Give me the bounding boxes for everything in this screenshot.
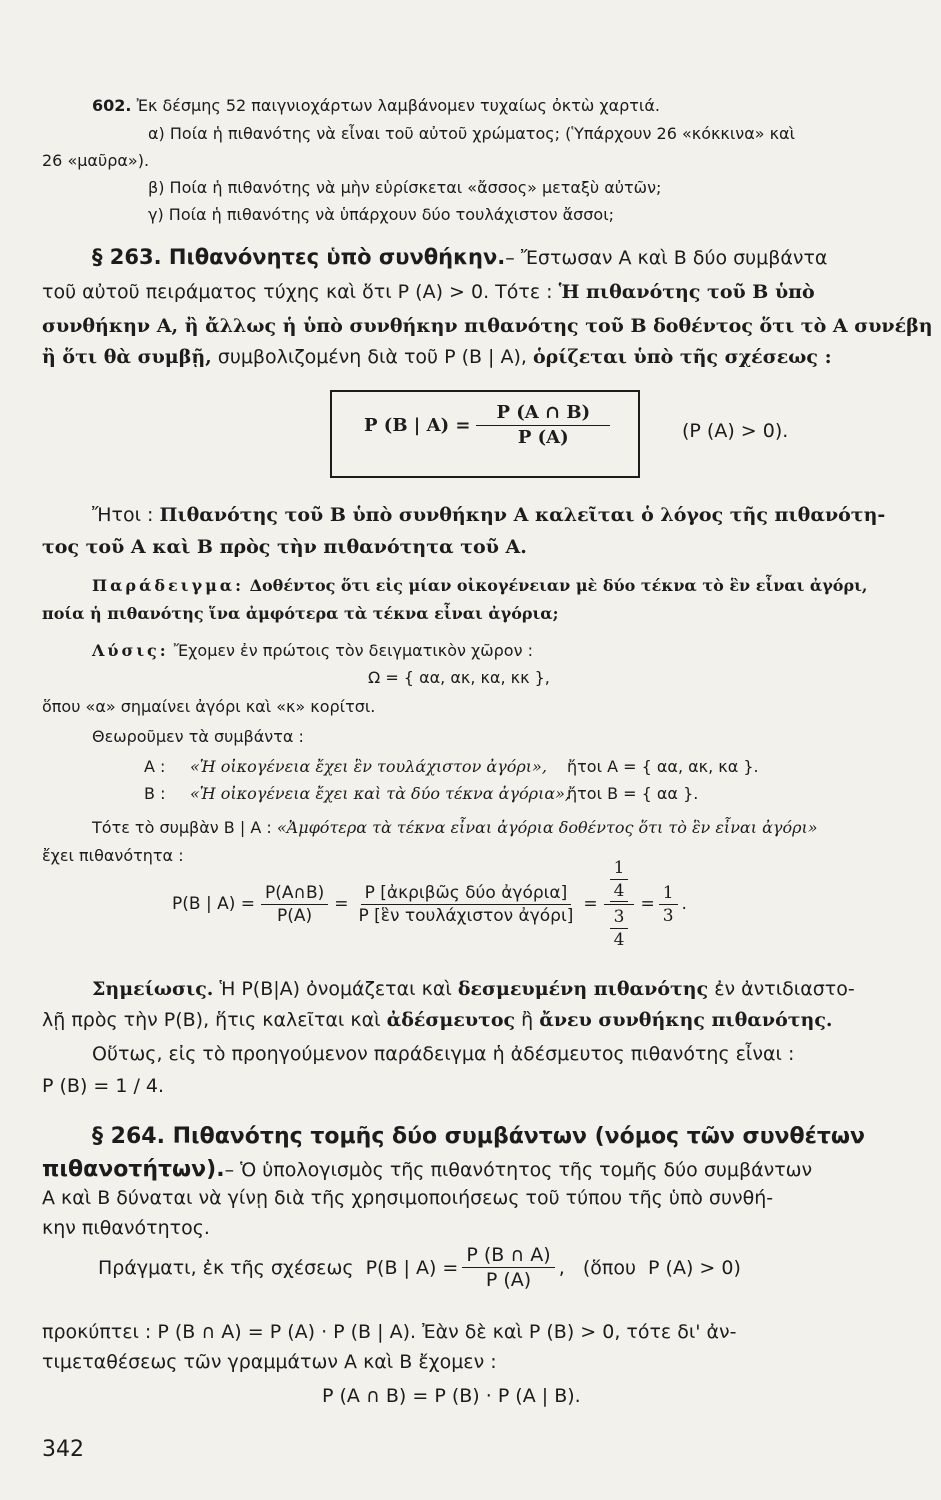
definition-text-plain: Ἤτοι : (92, 504, 154, 526)
section-263-line4 (42, 346, 832, 368)
section-264-final-formula: P (A ∩ B) = P (B) · P (A | B). (322, 1385, 581, 1407)
section-264-result2: τιμεταθέσεως τῶν γραμμάτων Α καὶ Β ἔχομεν : (42, 1351, 497, 1373)
consider-events: Θεωροῦμεν τὰ συμβάντα : (92, 727, 304, 746)
definition-box (330, 390, 640, 478)
formula-lhs: P(B | A) = (172, 894, 255, 914)
problem-number: 602. (92, 96, 132, 115)
conditional-event-line (92, 818, 818, 837)
definition-text-line2: τος τοῦ Α καὶ Β πρὸς τὴν πιθανότητα τοῦ Α. (42, 536, 527, 558)
problem-602-b: β) Ποία ἡ πιθανότης νὰ μὴν εὑρίσκεται «ἄσσος» μεταξὺ αὐτῶν; (148, 178, 662, 197)
section-264-line2 (42, 1157, 812, 1182)
example-line1 (92, 576, 867, 595)
definition-condition: (P (A) > 0). (682, 420, 789, 442)
fraction-2-numerator: P [ἀκριβῶς δύο ἀγόρια] (361, 883, 572, 905)
note-text2: λῇ πρὸς τὴν P(B), ἥτις καλεῖται καὶ (42, 1009, 381, 1031)
event-b-label: Β : (144, 784, 166, 803)
relation-condition: , (ὅπου P (A) > 0) (558, 1256, 741, 1279)
conditional-event-description: «Ἀμφότερα τὰ τέκνα εἶναι ἀγόρια δοθέντος ὅτι τὸ ἓν εἶναι ἀγόρι» (276, 818, 818, 837)
fraction-1-denominator: P(A) (277, 905, 313, 926)
definition-denominator: P (A) (517, 427, 569, 448)
solution-text: Ἔχομεν ἐν πρώτοις τὸν δειγματικὸν χῶρον : (173, 641, 534, 660)
fraction-4-denominator: 3 (662, 905, 674, 926)
formula-fraction-3 (604, 858, 635, 950)
section-263-line1 (92, 245, 827, 269)
example-label: Παράδειγμα: (92, 576, 245, 595)
inner-bottom-denominator: 4 (613, 930, 625, 950)
event-b-description: «Ἡ οἰκογένεια ἔχει καὶ τὰ δύο τέκνα ἀγόρια», (190, 784, 571, 803)
section-264-line3: Α καὶ Β δύναται νὰ γίνῃ διὰ τῆς χρησιμοποιήσεως τοῦ τύπου τῆς ὑπὸ συνθή- (42, 1187, 774, 1209)
formula-fraction-1 (261, 883, 328, 926)
solution-label: Λύσις: (92, 641, 169, 660)
equals-sign: = (334, 894, 349, 914)
section-263-plain: συμβολιζομένη διὰ τοῦ P (B | A), (217, 346, 527, 368)
conditional-event-text: Τότε τὸ συμβὰν B | A : (92, 818, 272, 837)
fraction-3-inner-top (610, 858, 629, 902)
section-263-line2 (42, 281, 815, 303)
solution-line (92, 641, 533, 660)
fraction-3-denominator (606, 905, 633, 950)
equals-sign: = (583, 894, 598, 914)
event-a-set: ἤτοι Α = { αα, ακ, κα }. (567, 757, 759, 776)
note-line3: Οὕτως, εἰς τὸ προηγούμενον παράδειγμα ἡ ἀδέσμευτος πιθανότης εἶναι : (92, 1043, 795, 1065)
note-text1: Ἡ P(B|A) ὀνομάζεται καὶ (219, 978, 452, 1000)
formula-end: . (681, 894, 687, 914)
fraction-1-numerator: P(A∩B) (261, 883, 328, 905)
example-text1: Δοθέντος ὅτι εἰς μίαν οἰκογένειαν μὲ δύο τέκνα τὸ ἓν εἶναι ἀγόρι, (249, 576, 868, 595)
note-line1 (92, 978, 855, 1000)
note-text1b: ἐν ἀντιδιαστο- (714, 978, 855, 1000)
note-bold1: δεσμευμένη πιθανότης (457, 978, 709, 1000)
note-bold3: ἄνευ συνθήκης πιθανότης. (539, 1009, 833, 1031)
definition-lhs: P (B | A) = (364, 414, 471, 436)
equals-sign: = (640, 894, 655, 914)
inner-top-denominator: 4 (610, 880, 629, 902)
note-label: Σημείωσις. (92, 978, 214, 1000)
section-263-heading: § 263. Πιθανόνητες ὑπὸ συνθήκην. (92, 245, 506, 269)
has-probability: ἔχει πιθανότητα : (42, 846, 184, 865)
event-a-label: Α : (144, 757, 166, 776)
relation-fraction (462, 1244, 554, 1291)
problem-intro-text: Ἐκ δέσμης 52 παιγνιοχάρτων λαμβάνομεν τυχαίως ὀκτὼ χαρτιά. (136, 96, 660, 115)
section-264-intro: – Ὁ ὑπολογισμὸς τῆς πιθανότητος τῆς τομῆς δύο συμβάντων (224, 1159, 813, 1181)
example-line2: ποία ἡ πιθανότης ἵνα ἀμφότερα τὰ τέκνα εἶναι ἀγόρια; (42, 604, 559, 623)
formula-fraction-2 (355, 883, 578, 926)
fraction-4-numerator: 1 (659, 883, 678, 905)
relation-numerator: P (B ∩ A) (462, 1244, 554, 1268)
notation-explanation: ὅπου «α» σημαίνει ἀγόρι καὶ «κ» κορίτσι. (42, 697, 376, 716)
page-number: 342 (42, 1437, 84, 1462)
definition-text-line1 (92, 504, 885, 526)
definition-numerator: P (A ∩ B) (476, 402, 610, 426)
section-264-relation (98, 1244, 741, 1291)
section-263-bold-b: ὁρίζεται ὑπὸ τῆς σχέσεως : (533, 346, 832, 368)
event-b-set: ἤτοι Β = { αα }. (567, 784, 699, 803)
inner-top-numerator: 1 (610, 858, 629, 880)
section-263-intro: – Ἔστωσαν Α καὶ Β δύο συμβάντα (505, 247, 828, 269)
section-263-line3: συνθήκην Α, ἢ ἄλλως ἡ ὑπὸ συνθήκην πιθανότης τοῦ Β δοθέντος ὅτι τὸ Α συνέβη (42, 315, 933, 337)
definition-fraction (476, 402, 610, 448)
section-264-heading-line2: πιθανοτήτων). (42, 1157, 225, 1182)
example-formula (172, 858, 687, 950)
definition-text-bold: Πιθανότης τοῦ Β ὑπὸ συνθήκην Α καλεῖται ὁ λόγος τῆς πιθανότη- (159, 504, 886, 526)
note-line4: P (B) = 1 / 4. (42, 1075, 165, 1097)
section-264-result1: προκύπτει : P (B ∩ A) = P (A) · P (B | A). Ἐὰν δὲ καὶ P (B) > 0, τότε δι' ἀν- (42, 1321, 737, 1343)
fraction-3-inner-bottom (610, 907, 629, 950)
relation-denominator: P (A) (485, 1269, 532, 1291)
note-line2 (42, 1009, 833, 1031)
section-263-bold-text: Ἡ πιθανότης τοῦ Β ὑπὸ (558, 281, 815, 303)
problem-602-a-cont: 26 «μαῦρα»). (42, 151, 150, 170)
formula-fraction-4 (659, 883, 678, 926)
inner-bottom-numerator: 3 (610, 907, 629, 929)
sample-space: Ω = { αα, ακ, κα, κκ }, (368, 668, 550, 687)
event-a-description: «Ἡ οἰκογένεια ἔχει ἓν τουλάχιστον ἀγόρι», (190, 757, 547, 776)
fraction-3-numerator (604, 858, 635, 905)
section-264-heading-line1: § 264. Πιθανότης τομῆς δύο συμβάντων (νόμος τῶν συνθέτων (92, 1124, 866, 1149)
note-text2b: ἢ (521, 1009, 534, 1031)
problem-602-c: γ) Ποία ἡ πιθανότης νὰ ὑπάρχουν δύο τουλάχιστον ἄσσοι; (148, 205, 615, 224)
problem-602-a: α) Ποία ἡ πιθανότης νὰ εἶναι τοῦ αὐτοῦ χρώματος; (Ὑπάρχουν 26 «κόκκινα» καὶ (148, 124, 795, 143)
section-263-text: τοῦ αὐτοῦ πειράματος τύχης καὶ ὅτι P (A) > 0. Τότε : (42, 281, 553, 303)
note-bold2: ἀδέσμευτος (386, 1009, 516, 1031)
section-263-bold-a: ἢ ὅτι θὰ συμβῇ, (42, 346, 212, 368)
relation-text: Πράγματι, ἐκ τῆς σχέσεως P(B | A) = (98, 1256, 459, 1279)
section-264-line4: κην πιθανότητος. (42, 1217, 210, 1239)
fraction-2-denominator: P [ἓν τουλάχιστον ἀγόρι] (358, 905, 574, 926)
problem-602-intro (92, 96, 660, 115)
